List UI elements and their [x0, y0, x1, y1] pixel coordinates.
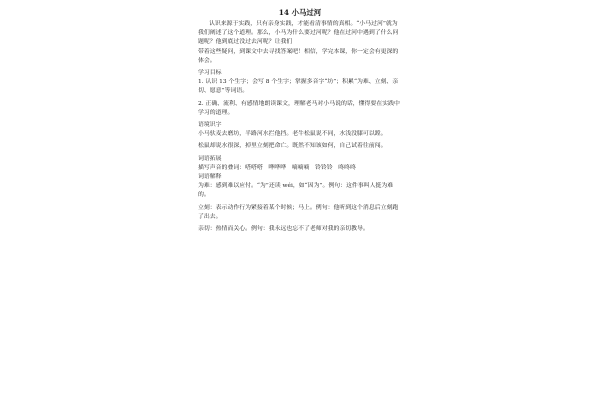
context-literacy-heading: 语境识字	[198, 122, 222, 129]
context-rhyme-2: 松鼠却说水很深，掉里立刻把命亡。既然不知该如何，自己试着往前闯。	[198, 143, 387, 150]
word-extension-heading: 词语拓展	[198, 155, 222, 162]
onomatopoeia-list: 描写声音的叠词：嗒嗒嗒 哗哗哗 嘀嘀嘀 铃铃铃 咚咚咚	[198, 164, 356, 171]
context-rhyme-1: 小马驮麦去磨坊，半路河水拦他挡。老牛松鼠说不同，水浅没膝可以蹚。	[198, 131, 387, 138]
explanation-weinan: 为难：感到难以应付。“为”还读 wéi，如“因为”。例句：这件事叫人挺为难的。	[198, 183, 394, 199]
goal-item-2: 2. 正确、流利、有感情地朗读课文，理解老马对小马说的话，懂得要在实践中学习的道理。	[198, 100, 400, 116]
word-explanation-heading: 词语解释	[198, 174, 222, 181]
goal-item-1: 1. 认识 13 个生字；会写 8 个生字；掌握多音字“坊”；积累“为难、立刻、亲切、愿意”等词语。	[198, 79, 399, 95]
intro-paragraph-continued: 带着这些疑问，到课文中去寻找答案吧！相信，学完本课，你一定会有更深的体会。	[198, 48, 399, 64]
lesson-title: 14 小马过河	[278, 8, 322, 17]
goals-heading: 学习目标	[198, 70, 222, 77]
intro-paragraph: 认识来源于实践，只有亲身实践，才能看清事情的真相。“小马过河”就为我们阐述了这个道理。那么，小马为什么要过河呢？他在过河中遇到了什么问题呢？他到底过没过去河呢？让我们	[198, 21, 399, 46]
explanation-qinqie: 亲切：热情而关心。例句：我永远也忘不了老师对我的亲切教导。	[198, 226, 369, 233]
explanation-like: 立刻：表示动作行为紧接着某个时候；马上。例句：他听到这个消息后立刻跑了出去。	[198, 204, 399, 220]
document-page	[198, 8, 402, 396]
